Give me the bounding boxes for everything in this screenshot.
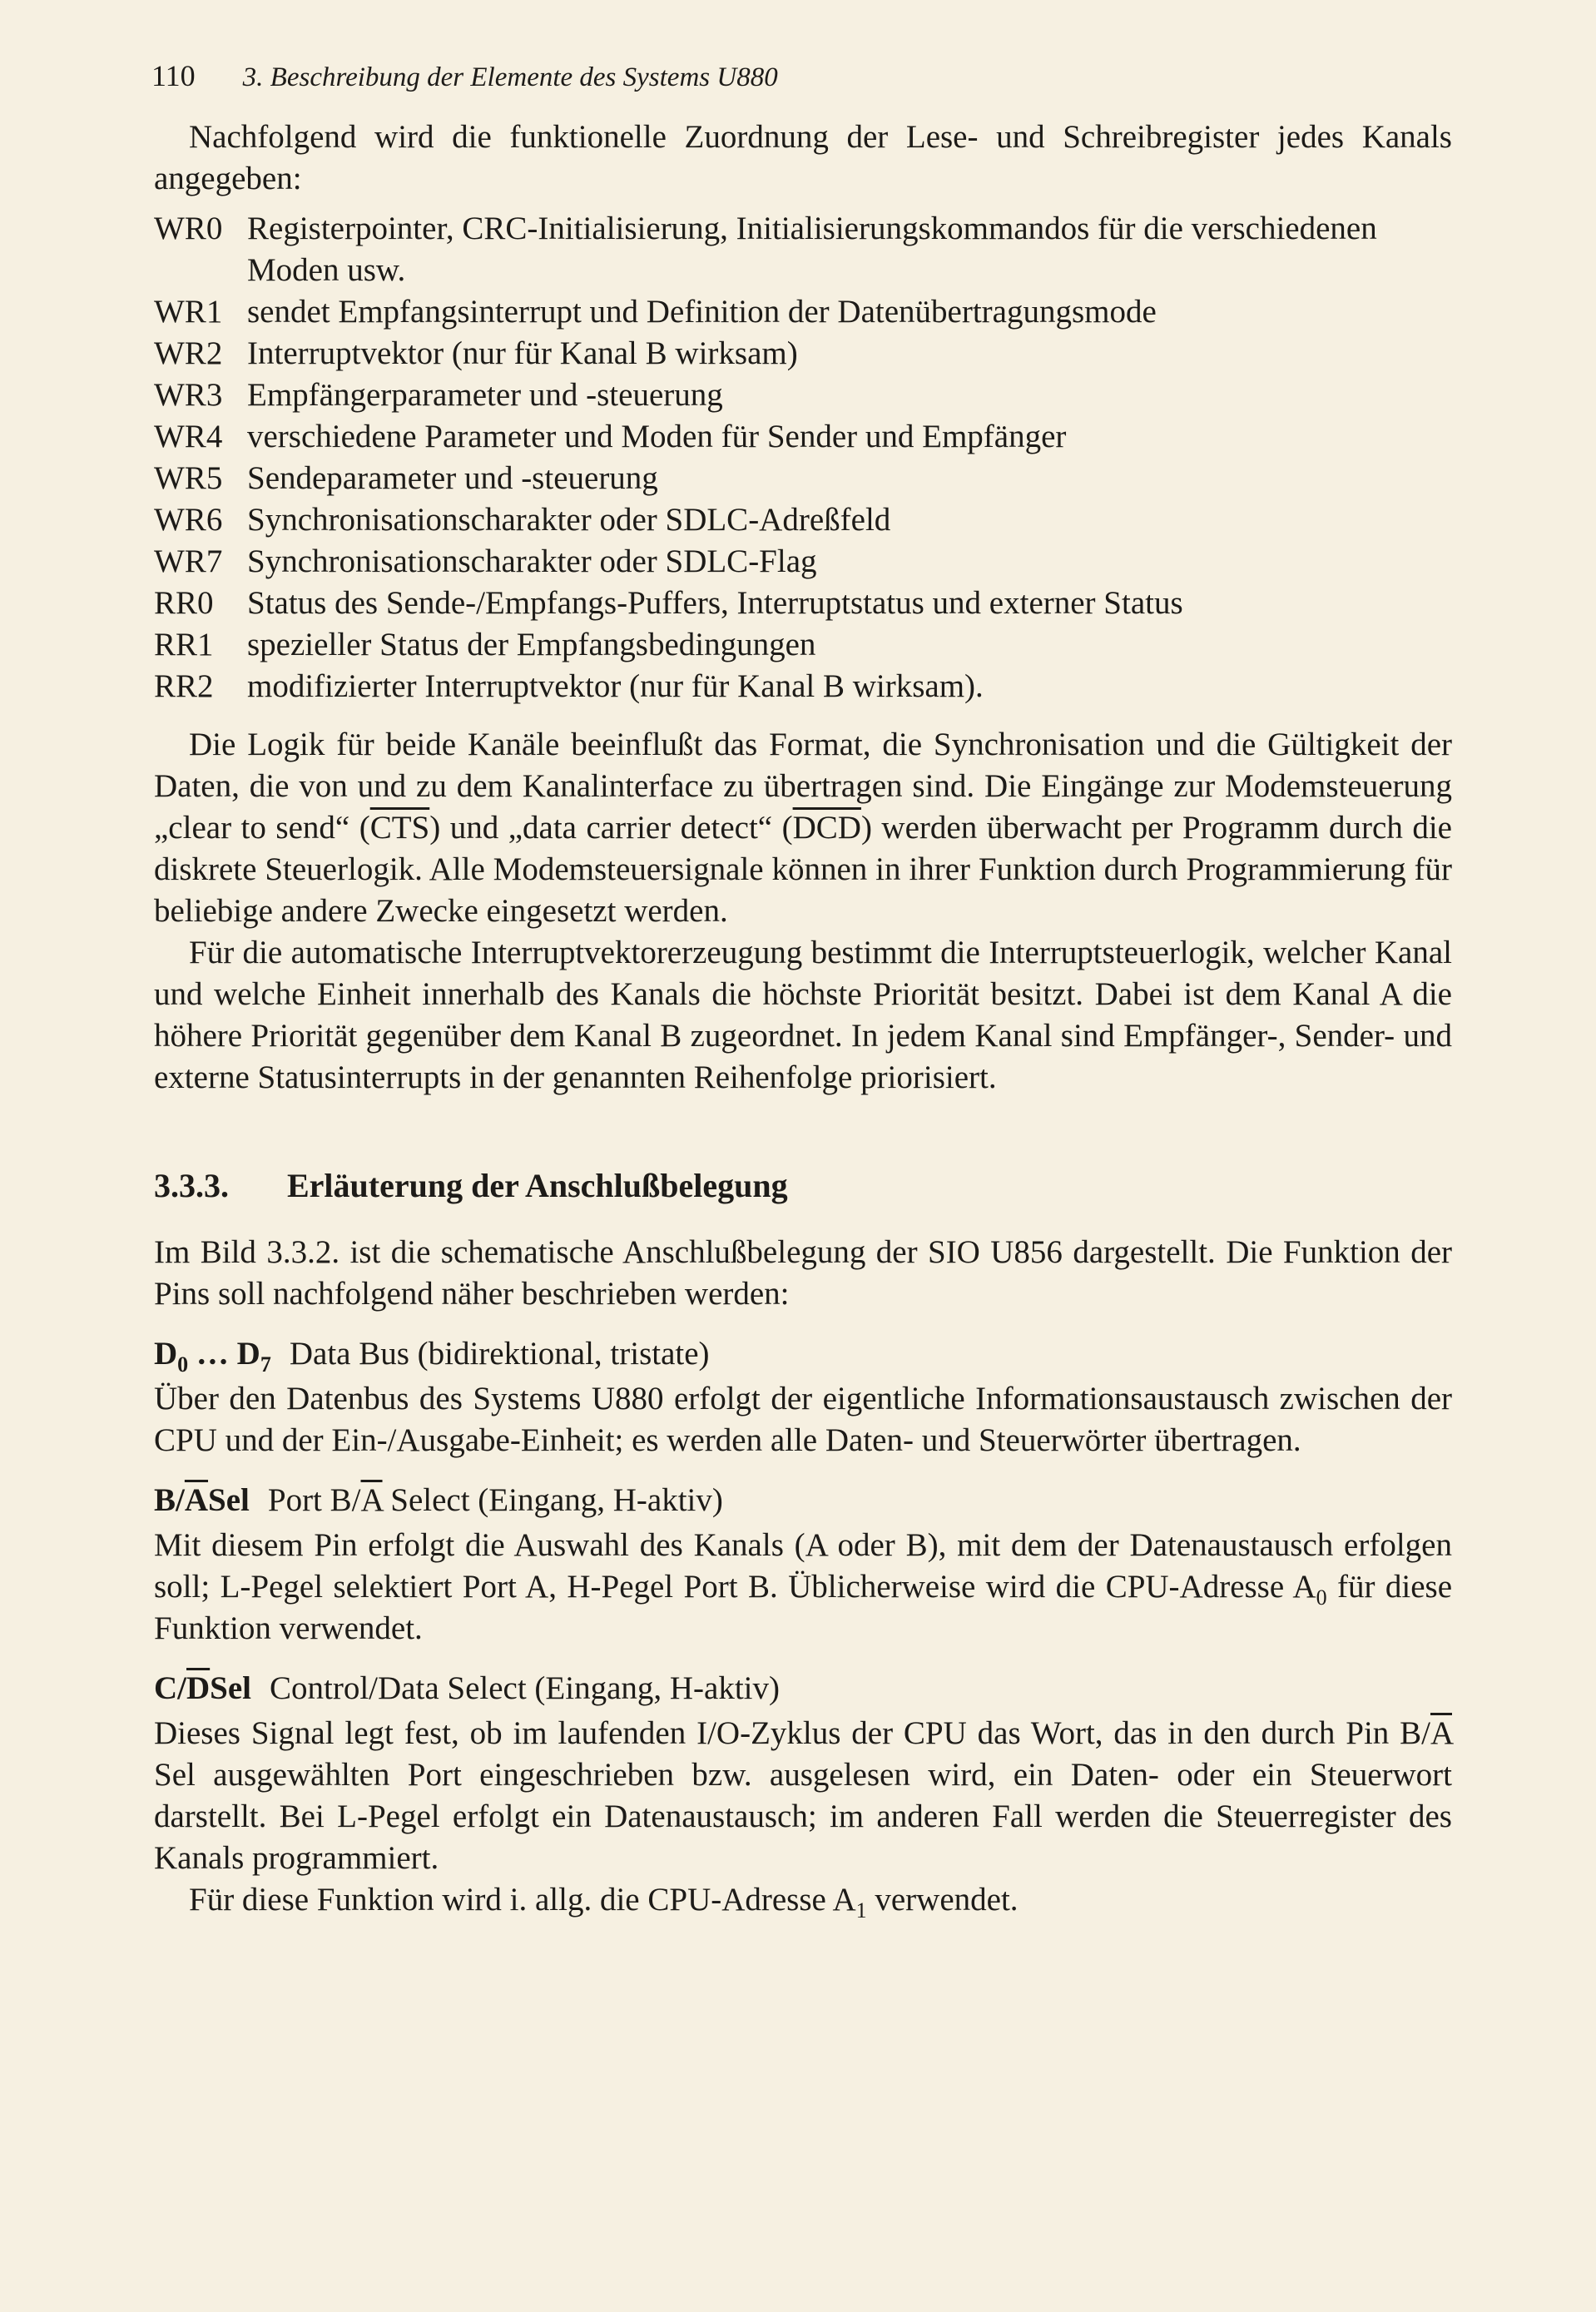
register-row: [154, 208, 1452, 291]
ba-body-sub: 0: [1316, 1585, 1327, 1610]
pin-heading-databus: [154, 1333, 1452, 1375]
page-number: 110: [151, 59, 196, 92]
cts-signal: $\overline{CTS}$: [369, 810, 430, 846]
register-code: WR7: [154, 543, 223, 579]
cd-note-post: verwendet.: [866, 1882, 1019, 1918]
logic-text-2: ) und „data carrier detect“ (: [429, 810, 793, 846]
pin-ba-b: B/: [154, 1482, 185, 1518]
register-description: modifizierter Interruptvektor (nur für Kanal B wirksam).: [247, 668, 984, 704]
pin-cd-sel: Sel: [210, 1670, 252, 1706]
pin-name-ba-post: Select (Eingang, H-aktiv): [382, 1482, 723, 1518]
register-code: WR2: [154, 335, 223, 371]
register-description: Status des Sende-/Empfangs-Puffers, Interruptstatus und externer Status: [247, 585, 1183, 621]
register-description: Interruptvektor (nur für Kanal B wirksam): [247, 335, 798, 371]
register-row: [154, 499, 1452, 541]
pin-symbol-ba-select: [154, 1482, 250, 1518]
register-code: WR3: [154, 377, 223, 413]
pin-d7-letter: D: [236, 1336, 260, 1372]
pin-name-cd-select: Control/Data Select (Eingang, H-aktiv): [270, 1670, 781, 1706]
pin-symbol-databus: [154, 1336, 271, 1377]
register-code: WR5: [154, 460, 223, 496]
pin-dots: …: [188, 1336, 237, 1372]
register-row: [154, 666, 1452, 707]
cd-body-pre: Dieses Signal legt fest, ob im laufenden I/O-Zyklus der CPU das Wort, das in den durch Pin B/: [154, 1715, 1430, 1751]
cd-note-sub: 1: [855, 1898, 867, 1923]
running-title: 3. Beschreibung der Elemente des Systems U880: [242, 62, 778, 92]
pin-d-sub7: 7: [260, 1352, 271, 1377]
register-description: Sendeparameter und -steuerung: [247, 460, 658, 496]
section-title: Erläuterung der Anschlußbelegung: [287, 1167, 788, 1204]
logic-text-1: Die Logik für beide Kanäle beeinflußt das Format, die Synchronisation und die Gültigkeit der Daten, die von und zu dem Kanalinterface zu übertragen sind. Die Eingänge zur Modemsteuerung „clear to send“ (: [154, 727, 1452, 846]
register-code: RR2: [154, 668, 214, 704]
pin-name-ba-pre: Port B/: [267, 1482, 361, 1518]
pin-symbol-cd-select: [154, 1670, 251, 1706]
register-code: WR6: [154, 502, 223, 538]
register-description: sendet Empfangsinterrupt und Definition der Datenübertragungsmode: [247, 294, 1157, 330]
ba-body-post: für diese Funktion verwendet.: [154, 1569, 1453, 1646]
register-list: [154, 208, 1452, 707]
register-description: spezieller Status der Empfangsbedingungen: [247, 627, 816, 662]
register-row: [154, 583, 1452, 624]
register-code: RR1: [154, 627, 214, 662]
page-header: [151, 58, 778, 93]
register-code: WR0: [154, 211, 223, 246]
register-row: [154, 416, 1452, 458]
logic-paragraph: [154, 724, 1452, 932]
register-code: WR4: [154, 419, 223, 454]
register-row: [154, 624, 1452, 666]
section-intro-paragraph: Im Bild 3.3.2. ist die schematische Anschlußbelegung der SIO U856 dargestellt. Die Funktion der Pins soll nachfolgend näher beschrieben werden:: [154, 1234, 1452, 1312]
register-row: [154, 541, 1452, 583]
register-description: Registerpointer, CRC-Initialisierung, Initialisierungskommandos für die verschiedenen Moden usw.: [247, 211, 1377, 288]
register-row: [154, 333, 1452, 375]
cd-note-pre: Für diese Funktion wird i. allg. die CPU-Adresse A: [189, 1882, 856, 1918]
pin-cd-c: C/: [154, 1670, 186, 1706]
register-row: [154, 375, 1452, 416]
register-code: RR0: [154, 585, 214, 621]
ba-body-pre: Mit diesem Pin erfolgt die Auswahl des Kanals (A oder B), mit dem der Datenaustausch erfolgen soll; L-Pegel selektiert Port A, H-Pegel Port B. Üblicherweise wird die CPU-Adresse A: [154, 1527, 1452, 1605]
section-number: 3.3.3.: [154, 1167, 229, 1204]
register-description: verschiedene Parameter und Moden für Sender und Empfänger: [247, 419, 1067, 454]
pin-d-sub0: 0: [177, 1352, 189, 1377]
pin-desc-databus: Über den Datenbus des Systems U880 erfolgt der eigentliche Informationsaustausch zwischen der CPU und der Ein-/Ausgabe-Einheit; es werden alle Daten- und Steuerwörter übertragen.: [154, 1381, 1452, 1458]
pin-desc-ba-select: [154, 1525, 1452, 1650]
dcd-signal: $\overline{DCD}$: [792, 810, 861, 846]
pin-heading-ba-select: [154, 1480, 1452, 1521]
intro-paragraph: Nachfolgend wird die funktionelle Zuordnung der Lese- und Schreibregister jedes Kanals angegeben:: [154, 119, 1452, 196]
pin-name-ba-a: $\overline{A}$: [360, 1482, 383, 1518]
pin-desc-cd-select: [154, 1713, 1452, 1879]
pin-name-databus: Data Bus (bidirektional, tristate): [289, 1336, 710, 1372]
pin-note-cd-select: [154, 1879, 1452, 1921]
register-code: WR1: [154, 294, 223, 330]
register-description: Synchronisationscharakter oder SDLC-Adreßfeld: [247, 502, 891, 538]
cd-body-a: $\overline{A}$: [1430, 1715, 1452, 1751]
register-row: [154, 458, 1452, 499]
page-body: [154, 117, 1452, 1921]
pin-ba-sel: Sel: [208, 1482, 250, 1518]
pin-heading-cd-select: [154, 1668, 1452, 1709]
pin-cd-d: $\overline{D}$: [186, 1670, 211, 1706]
priority-paragraph: Für die automatische Interruptvektorerzeugung bestimmt die Interruptsteuerlogik, welcher Kanal und welche Einheit innerhalb des Kanals die höchste Priorität besitzt. Dabei ist dem Kanal A die höhere Priorität gegenüber dem Kanal B zugeordnet. In jedem Kanal sind Empfänger-, Sender- und externe Statusinterrupts in der genannten Reihenfolge priorisiert.: [154, 935, 1452, 1095]
section-heading: [154, 1165, 1452, 1207]
register-row: [154, 291, 1452, 333]
logic-text-3: ) werden überwacht per Programm durch die diskrete Steuerlogik. Alle Modemsteuersignale können in ihrer Funktion durch Programmierung für beliebige andere Zwecke eingesetzt werden.: [154, 810, 1452, 929]
pin-d-letter: D: [154, 1336, 178, 1372]
pin-ba-a: $\overline{A}$: [184, 1482, 209, 1518]
register-description: Synchronisationscharakter oder SDLC-Flag: [247, 543, 817, 579]
register-description: Empfängerparameter und -steuerung: [247, 377, 723, 413]
cd-body-post: Sel ausgewählten Port eingeschrieben bzw. ausgelesen wird, ein Daten- oder ein Steuerwort darstellt. Bei L-Pegel erfolgt ein Datenaustausch; im anderen Fall werden die Steuerregister des Kanals programmiert.: [154, 1757, 1452, 1876]
